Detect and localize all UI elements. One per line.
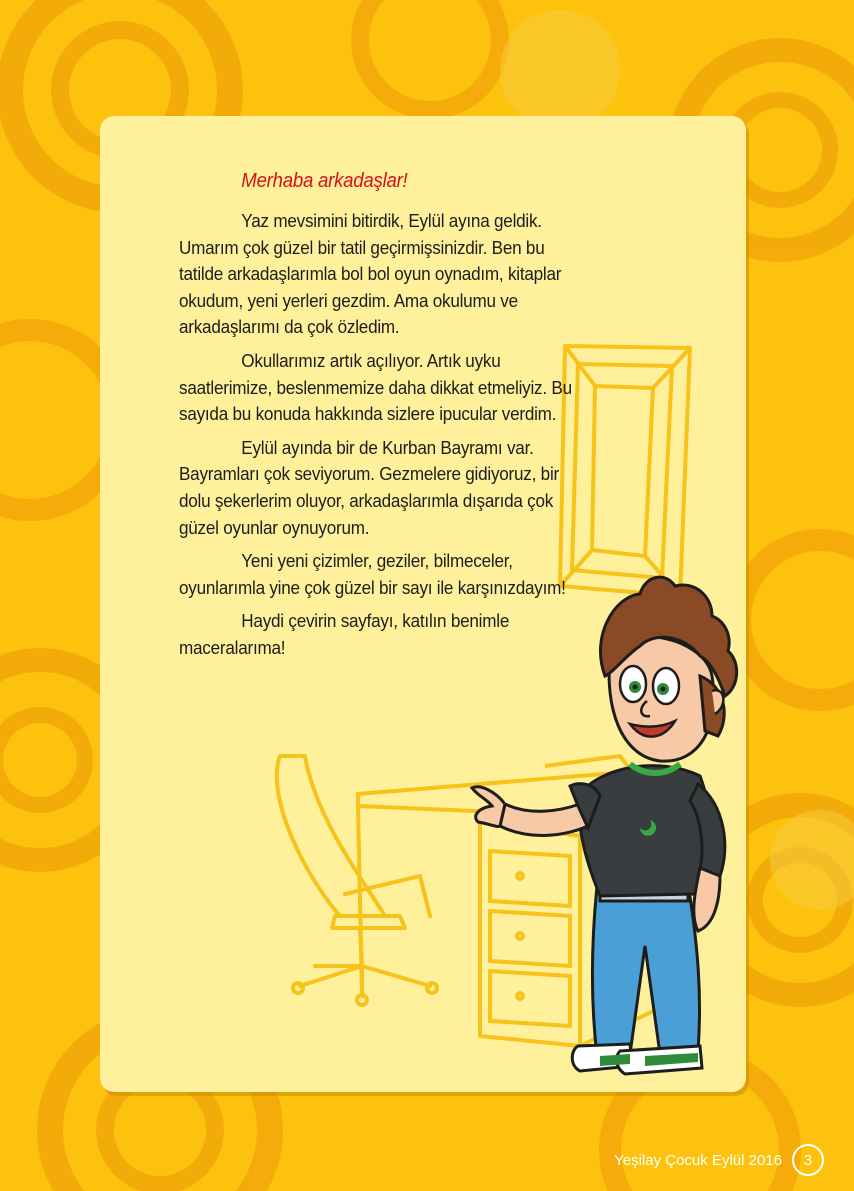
magazine-name: Yeşilay Çocuk Eylül 2016 [614,1151,782,1169]
greeting-heading: Merhaba arkadaşlar! [241,170,408,192]
letter-paragraph: Yaz mevsimini bitirdik, Eylül ayına geldik. Umarım çok güzel bir tatil geçirmişsinizdir. Ben bu tatilde arkadaşlarımla bol bol oyun oynadım, kitaplar okudum, yeni yerleri gezdim. Ama okulumu ve arkadaşlarımı da çok özledim. [179,210,562,338]
page-number: 3 [792,1144,824,1176]
letter-paragraph: Haydi çevirin sayfayı, katılın benimle maceralarıma! [179,610,510,658]
letter-paragraph: Yeni yeni çizimler, geziler, bilmeceler, oyunlarımla yine çok güzel bir sayı ile karşınızdayım! [179,550,566,598]
letter-paragraph: Okullarımız artık açılıyor. Artık uyku saatlerimize, beslenmemize daha dikkat etmeliyiz. Bu sayıda bu konuda hakkında sizlere ipucular verdim. [179,349,572,425]
letter-text [179,168,588,669]
letter-card [100,116,746,1092]
letter-paragraph: Eylül ayında bir de Kurban Bayramı var. Bayramları çok seviyorum. Gezmelere gidiyoruz, bir dolu şekerlerim oluyor, arkadaşlarımla dışarıda çok güzel oyunlar oynuyorum. [179,436,559,538]
page-footer [614,1144,824,1176]
